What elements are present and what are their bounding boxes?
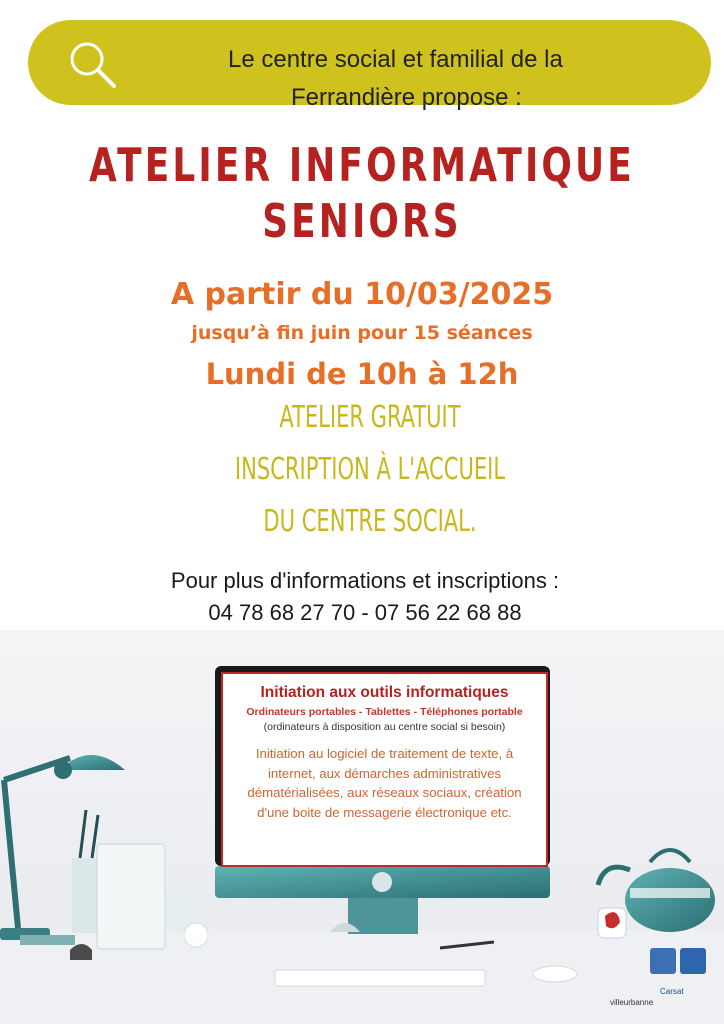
logo-carsat: Carsat — [660, 987, 684, 996]
header-line-2: Ferrandière propose : — [291, 84, 522, 111]
header-banner — [28, 20, 711, 111]
registration-line-1: INSCRIPTION À L'ACCUEIL — [234, 452, 506, 487]
free-workshop: ATELIER GRATUIT — [279, 400, 461, 435]
title-line-1: ATELIER INFORMATIQUE — [89, 138, 635, 192]
screen-devices: Ordinateurs portables - Tablettes - Téléphones portable — [246, 706, 523, 718]
title-line-2: SENIORS — [262, 194, 462, 248]
monitor-screen-content — [221, 672, 548, 867]
input-underline — [158, 108, 208, 110]
registration-line-2: DU CENTRE SOCIAL. — [263, 504, 477, 539]
logo-villeurbanne: villeurbanne — [610, 998, 654, 1007]
screen-note: (ordinateurs à disposition au centre social si besoin) — [263, 721, 506, 733]
screen-body: Initiation au logiciel de traitement de texte, à internet, aux démarches administratives dématérialisées, aux réseaux sociaux, création d'une boite de messagerie électronique etc. — [247, 746, 522, 820]
screen-heading: Initiation aux outils informatiques — [260, 684, 509, 701]
duration: jusqu’à fin juin pour 15 séances — [191, 322, 533, 344]
contact-phones: 04 78 68 27 70 - 07 56 22 68 88 — [208, 600, 522, 625]
header-line-1: Le centre social et familial de la — [228, 46, 563, 73]
search-icon — [66, 38, 118, 90]
start-date: A partir du 10/03/2025 — [170, 277, 554, 312]
contact-label: Pour plus d'informations et inscriptions : — [170, 568, 560, 593]
session-time: Lundi de 10h à 12h — [205, 357, 519, 391]
